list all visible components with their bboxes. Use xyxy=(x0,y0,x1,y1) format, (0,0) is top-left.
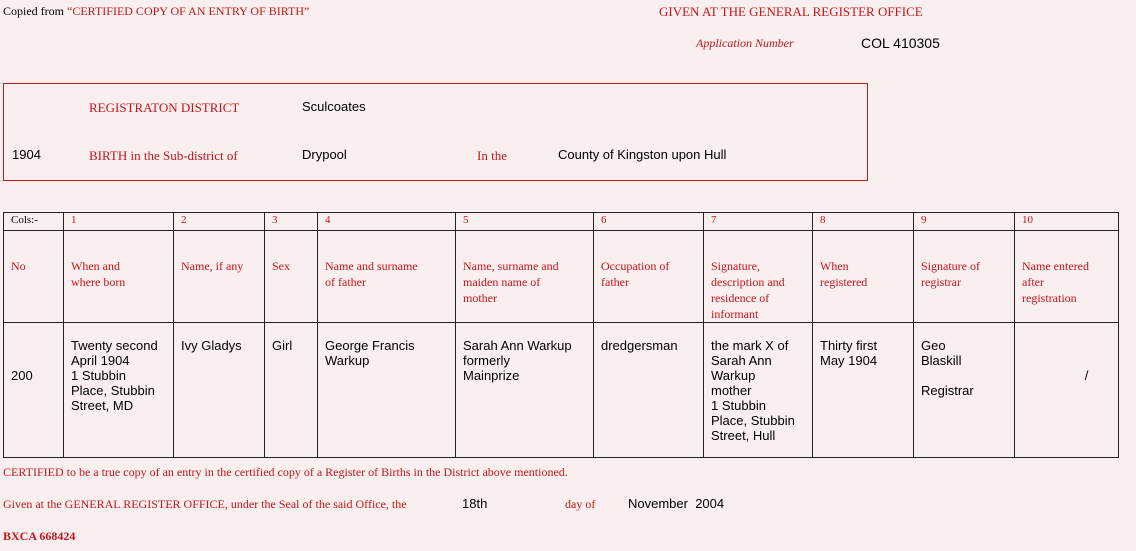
county-value: County of Kingston upon Hull xyxy=(558,147,727,162)
column-number: 10 xyxy=(1015,213,1119,231)
certificate-serial: BXCA 668424 xyxy=(3,529,76,543)
header-name-after: Name entered after registration xyxy=(1015,231,1119,323)
entry-registrar: Geo Blaskill Registrar xyxy=(914,323,1015,458)
given-at-statement: Given at the GENERAL REGISTER OFFICE, under the Seal of the said Office, the xyxy=(3,497,407,511)
header-when-where-born: When and where born xyxy=(64,231,174,323)
in-the-label: In the xyxy=(477,148,507,163)
column-number: 4 xyxy=(318,213,456,231)
header-informant: Signature, description and residence of informant xyxy=(704,231,813,323)
copied-from-prefix: Copied from xyxy=(3,4,64,18)
column-number: 5 xyxy=(456,213,594,231)
column-number: 9 xyxy=(914,213,1015,231)
column-number: 3 xyxy=(265,213,318,231)
header-father: Name and surname of father xyxy=(318,231,456,323)
application-number-label: Application Number xyxy=(696,36,794,50)
column-number: 2 xyxy=(174,213,265,231)
entry-when-registered: Thirty first May 1904 xyxy=(813,323,914,458)
given-day-value: 18th xyxy=(462,496,488,511)
header-name: Name, if any xyxy=(174,231,265,323)
column-number: 7 xyxy=(704,213,813,231)
certified-statement: CERTIFIED to be a true copy of an entry in the certified copy of a Register of Births in the District above mentioned. xyxy=(3,465,568,479)
header-when-registered: When registered xyxy=(813,231,914,323)
column-number: 8 xyxy=(813,213,914,231)
registration-year: 1904 xyxy=(12,147,41,162)
copied-from-line xyxy=(3,4,309,19)
column-number: 6 xyxy=(594,213,704,231)
registration-district-label: REGISTRATON DISTRICT xyxy=(89,100,240,115)
district-box xyxy=(3,83,868,181)
column-header-row xyxy=(4,231,1119,323)
entry-no: 200 xyxy=(4,323,64,458)
table-row xyxy=(4,323,1119,458)
entry-name-after: / xyxy=(1015,323,1119,458)
subdistrict-label: BIRTH in the Sub-district of xyxy=(89,148,238,163)
header-occupation: Occupation of father xyxy=(594,231,704,323)
entry-name: Ivy Gladys xyxy=(174,323,265,458)
entry-mother: Sarah Ann Warkup formerly Mainprize xyxy=(456,323,594,458)
column-number: Cols:- xyxy=(4,213,64,231)
entry-father: George Francis Warkup xyxy=(318,323,456,458)
registration-district-value: Sculcoates xyxy=(302,99,366,114)
header-sex: Sex xyxy=(265,231,318,323)
entry-when-where-born: Twenty second April 1904 1 Stubbin Place, Stubbin Street, MD xyxy=(64,323,174,458)
header-mother: Name, surname and maiden name of mother xyxy=(456,231,594,323)
register-table xyxy=(3,212,1119,458)
entry-informant: the mark X of Sarah Ann Warkup mother 1 Stubbin Place, Stubbin Street, Hull xyxy=(704,323,813,458)
entry-occupation: dredgersman xyxy=(594,323,704,458)
header-no: No xyxy=(4,231,64,323)
entry-sex: Girl xyxy=(265,323,318,458)
column-number: 1 xyxy=(64,213,174,231)
copied-from-title: “CERTIFIED COPY OF AN ENTRY OF BIRTH” xyxy=(67,4,310,18)
column-number-row xyxy=(4,213,1119,231)
day-of-label: day of xyxy=(565,497,596,511)
application-number-value: COL 410305 xyxy=(861,35,940,51)
office-heading: GIVEN AT THE GENERAL REGISTER OFFICE xyxy=(659,4,923,19)
subdistrict-value: Drypool xyxy=(302,147,347,162)
given-month-year: November 2004 xyxy=(628,496,725,511)
header-registrar: Signature of registrar xyxy=(914,231,1015,323)
